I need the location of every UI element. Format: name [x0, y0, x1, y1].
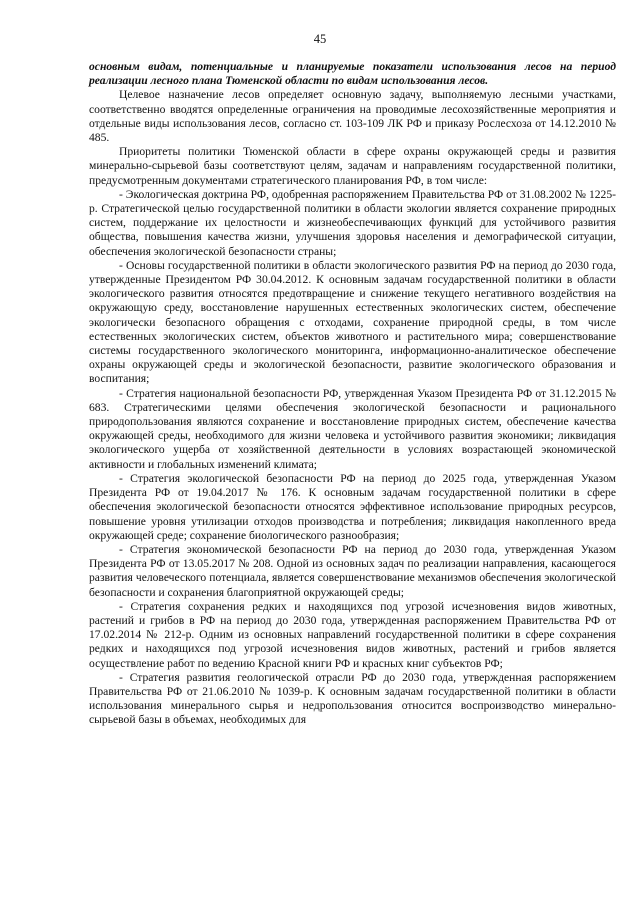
- paragraph: Целевое назначение лесов определяет основную задачу, выполняемую лесными участками, соответственно вводятся определенные ограничения на проводимые лесохозяйственные мероприятия и отдельные виды использования лесов, согласно ст. 103-109 ЛК РФ и приказу Рослесхоза от 14.12.2010 № 485.: [89, 88, 616, 145]
- list-item: - Стратегия развития геологической отрасли РФ до 2030 года, утвержденная распоряжением Правительства РФ от 21.06.2010 № 1039-р. К основным задачам государственной политики в области использования минерального сырья и недропользования относится воспроизводство минерально-сырьевой базы в объемах, необходимых для: [89, 670, 616, 727]
- document-body: [89, 60, 616, 728]
- list-item: - Основы государственной политики в области экологического развития РФ на период до 2030 года, утвержденные Президентом РФ 30.04.2012. К основным задачам государственной политики в области экологического развития относятся предотвращение и снижение текущего негативного воздействия на окружающую среду, восстановление нарушенных естественных экологических систем, обеспечение экологически безопасного обращения с отходами, сохранение природной среды, в том числе естественных экологических систем, объектов животного и растительного мира; совершенствование системы государственного экологического мониторинга, информационно-аналитическое обеспечение охраны окружающей среды и экологической безопасности, развитие экологического образования и воспитания;: [89, 258, 616, 386]
- section-heading: основным видам, потенциальные и планируемые показатели использования лесов на период реализации лесного плана Тюменской области по видам использования лесов.: [89, 60, 616, 88]
- paragraph: Приоритеты политики Тюменской области в сфере охраны окружающей среды и развития минерально-сырьевой базы соответствуют целям, задачам и направлениям государственной политики, предусмотренным документами стратегического планирования РФ, в том числе:: [89, 145, 616, 187]
- page-number: 45: [313, 32, 327, 46]
- list-item: - Стратегия экономической безопасности РФ на период до 2030 года, утвержденная Указом Президента РФ от 13.05.2017 № 208. Одной из основных задач по реализации направления, касающегося развития человеческого потенциала, является совершенствование механизмов обеспечения экологической безопасности и сохранения благоприятной окружающей среды;: [89, 542, 616, 599]
- list-item: - Экологическая доктрина РФ, одобренная распоряжением Правительства РФ от 31.08.2002 № 1225-р. Стратегической целью государственной политики в области экологии является сохранение природных систем, поддержание их целостности и жизнеобеспечивающих функций для устойчивого развития общества, повышения качества жизни, улучшения здоровья населения и демографической ситуации, обеспечения экологической безопасности страны;: [89, 187, 616, 258]
- list-item: - Стратегия сохранения редких и находящихся под угрозой исчезновения видов животных, растений и грибов в РФ на период до 2030 года, утвержденная распоряжением Правительства РФ от 17.02.2014 № 212-р. Одним из основных направлений государственной политики в сфере сохранения редких и находящихся под угрозой исчезновения видов животных, растений и грибов является осуществление работ по ведению Красной книги РФ и красных книг субъектов РФ;: [89, 599, 616, 670]
- list-item: - Стратегия национальной безопасности РФ, утвержденная Указом Президента РФ от 31.12.2015 № 683. Стратегическими целями обеспечения экологической безопасности и рационального природопользования являются сохранение и восстановление природных систем, обеспечение качества окружающей среды, необходимого для жизни человека и устойчивого развития экономики; ликвидация экологического ущерба от хозяйственной деятельности в условиях возрастающей экономической активности и глобальных изменений климата;: [89, 386, 616, 471]
- list-item: - Стратегия экологической безопасности РФ на период до 2025 года, утвержденная Указом Президента РФ от 19.04.2017 № 176. К основным задачам государственной политики в сфере обеспечения экологической безопасности относятся эффективное использование природных ресурсов, повышение уровня утилизации отходов производства и потребления; ликвидация накопленного вреда окружающей среде; сохранение биологического разнообразия;: [89, 471, 616, 542]
